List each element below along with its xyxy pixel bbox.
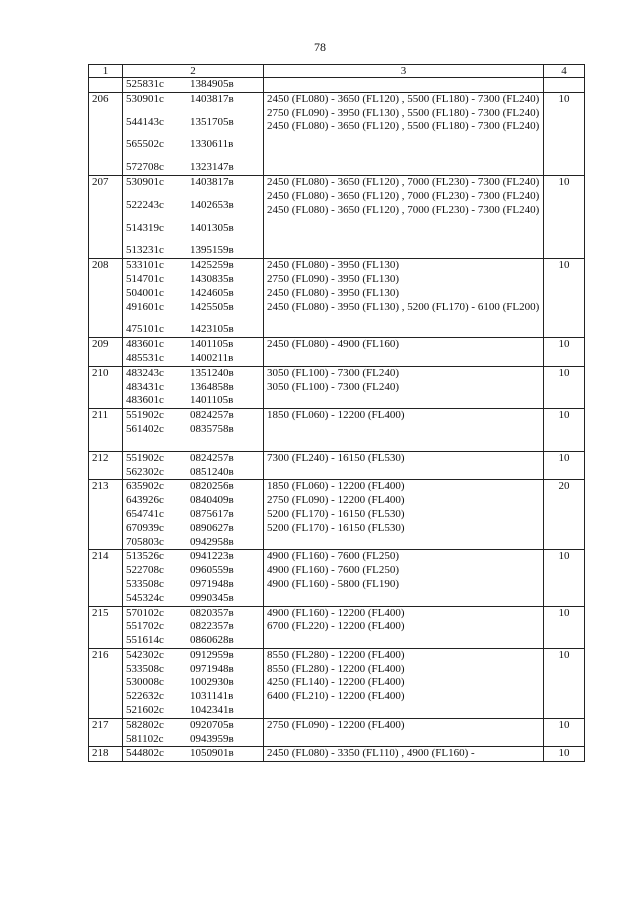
longitude: 0941223в	[190, 550, 234, 563]
point-coordinates	[123, 78, 264, 93]
latitude: 533508c	[126, 577, 164, 590]
latitude: 522243c	[126, 198, 164, 211]
latitude: 530901c	[126, 92, 164, 105]
latitude: 514319c	[126, 221, 164, 234]
altitude-range: 8550 (FL280) - 12200 (FL400)	[267, 648, 405, 661]
latitude: 551614c	[126, 634, 164, 647]
latitude: 483601c	[126, 394, 164, 407]
row-number: 210	[89, 366, 123, 408]
altitude-range: 4900 (FL160) - 12200 (FL400)	[267, 606, 405, 619]
altitude-range: 5200 (FL170) - 16150 (FL530)	[267, 507, 405, 520]
longitude: 0943959в	[190, 732, 234, 745]
longitude: 1430835в	[190, 272, 234, 285]
row-number: 214	[89, 550, 123, 606]
coordinate-pair	[126, 676, 260, 690]
point-coordinates	[123, 606, 264, 648]
altitude-range: 8550 (FL280) - 12200 (FL400)	[267, 662, 405, 675]
row-value: 10	[544, 175, 585, 258]
longitude: 1424605в	[190, 286, 234, 299]
point-coordinates	[123, 480, 264, 550]
coordinate-pair	[126, 536, 260, 550]
coordinate-pair	[126, 508, 260, 522]
altitude-ranges	[264, 550, 544, 606]
coordinate-pair	[126, 564, 260, 578]
coordinates-table	[88, 64, 585, 762]
altitude-range: 2450 (FL080) - 3950 (FL130)	[267, 259, 399, 272]
row-number: 217	[89, 718, 123, 747]
longitude: 0990345в	[190, 591, 234, 604]
coordinate-pair	[126, 222, 260, 236]
altitude-range: 2450 (FL080) - 3650 (FL120) , 5500 (FL180) - 7300 (FL240)	[267, 120, 540, 133]
latitude: 544802c	[126, 747, 164, 760]
latitude: 545324c	[126, 591, 164, 604]
row-number: 208	[89, 259, 123, 338]
row-value: 10	[544, 747, 585, 762]
latitude: 572708c	[126, 161, 164, 174]
latitude: 483601c	[126, 338, 164, 351]
longitude: 0851240в	[190, 465, 234, 478]
latitude: 581102c	[126, 732, 164, 745]
longitude: 0890627в	[190, 521, 234, 534]
latitude: 530008c	[126, 676, 164, 689]
longitude: 1401105в	[190, 394, 234, 407]
point-coordinates	[123, 451, 264, 480]
altitude-ranges	[264, 78, 544, 93]
longitude: 1400211в	[190, 351, 234, 364]
row-value: 10	[544, 718, 585, 747]
coordinate-pair	[126, 452, 260, 466]
point-coordinates	[123, 550, 264, 606]
table-row	[89, 338, 585, 367]
altitude-ranges	[264, 451, 544, 480]
row-value: 10	[544, 338, 585, 367]
longitude: 0824257в	[190, 451, 234, 464]
longitude: 0860628в	[190, 634, 234, 647]
coordinate-pair	[126, 78, 260, 92]
longitude: 0840409в	[190, 494, 234, 507]
row-value: 10	[544, 550, 585, 606]
coordinate-pair	[126, 161, 260, 175]
table-row	[89, 409, 585, 452]
longitude: 1401305в	[190, 221, 234, 234]
longitude: 1351240в	[190, 366, 234, 379]
longitude: 1050901в	[190, 747, 234, 760]
row-value: 10	[544, 366, 585, 408]
coordinate-pair	[126, 244, 260, 258]
row-value	[544, 78, 585, 93]
latitude: 551902c	[126, 409, 164, 422]
row-number: 211	[89, 409, 123, 452]
point-coordinates	[123, 175, 264, 258]
latitude: 635902c	[126, 480, 164, 493]
altitude-range: 3050 (FL100) - 7300 (FL240)	[267, 380, 399, 393]
latitude: 530901c	[126, 175, 164, 188]
altitude-range: 1850 (FL060) - 12200 (FL400)	[267, 480, 405, 493]
altitude-ranges	[264, 338, 544, 367]
longitude: 1351705в	[190, 115, 234, 128]
altitude-ranges	[264, 747, 544, 762]
latitude: 533101c	[126, 259, 164, 272]
page-number: 78	[314, 40, 326, 54]
coordinate-pair	[126, 704, 260, 718]
table-row	[89, 747, 585, 762]
coordinate-pair	[126, 733, 260, 747]
altitude-range: 2450 (FL080) - 3650 (FL120) , 7000 (FL230) - 7300 (FL240)	[267, 189, 540, 202]
longitude: 1002930в	[190, 676, 234, 689]
table-row	[89, 480, 585, 550]
altitude-ranges	[264, 259, 544, 338]
coordinate-pair	[126, 116, 260, 130]
longitude: 0942958в	[190, 535, 234, 548]
altitude-range: 2450 (FL080) - 3950 (FL130) , 5200 (FL170) - 6100 (FL200)	[267, 300, 540, 313]
longitude: 0912959в	[190, 648, 234, 661]
altitude-ranges	[264, 175, 544, 258]
coordinate-pair	[126, 199, 260, 213]
longitude: 1403817в	[190, 175, 234, 188]
table-row	[89, 550, 585, 606]
altitude-range: 2750 (FL090) - 12200 (FL400)	[267, 494, 405, 507]
coordinate-pair	[126, 607, 260, 621]
longitude: 1330611в	[190, 138, 234, 151]
coordinate-pair	[126, 138, 260, 152]
longitude: 1425259в	[190, 259, 234, 272]
altitude-ranges	[264, 480, 544, 550]
longitude: 0822357в	[190, 620, 234, 633]
table-header-row	[89, 65, 585, 78]
row-number: 215	[89, 606, 123, 648]
latitude: 522632c	[126, 690, 164, 703]
point-coordinates	[123, 648, 264, 718]
coordinate-pair	[126, 466, 260, 480]
altitude-range: 5200 (FL170) - 16150 (FL530)	[267, 521, 405, 534]
longitude: 1042341в	[190, 704, 234, 717]
longitude: 1384905в	[190, 78, 234, 90]
coordinate-pair	[126, 620, 260, 634]
coordinate-pair	[126, 747, 260, 761]
row-number: 213	[89, 480, 123, 550]
altitude-range: 4900 (FL160) - 7600 (FL250)	[267, 564, 399, 577]
latitude: 514701c	[126, 272, 164, 285]
row-number: 216	[89, 648, 123, 718]
altitude-ranges	[264, 648, 544, 718]
table-row	[89, 175, 585, 258]
point-coordinates	[123, 718, 264, 747]
coordinate-pair	[126, 352, 260, 366]
point-coordinates	[123, 338, 264, 367]
table-row	[89, 648, 585, 718]
altitude-range: 6400 (FL210) - 12200 (FL400)	[267, 690, 405, 703]
column-header: 2	[123, 65, 264, 78]
coordinate-pair	[126, 550, 260, 564]
coordinate-pair	[126, 323, 260, 337]
coordinate-pair	[126, 522, 260, 536]
coordinate-pair	[126, 494, 260, 508]
altitude-range: 2750 (FL090) - 3950 (FL130) , 5500 (FL180) - 7300 (FL240)	[267, 106, 540, 119]
coordinate-pair	[126, 176, 260, 190]
row-value: 10	[544, 451, 585, 480]
point-coordinates	[123, 259, 264, 338]
longitude: 1402653в	[190, 198, 234, 211]
table-row	[89, 606, 585, 648]
column-header: 4	[544, 65, 585, 78]
table-row	[89, 718, 585, 747]
coordinate-pair	[126, 367, 260, 381]
longitude: 1423105в	[190, 323, 234, 336]
latitude: 533508c	[126, 662, 164, 675]
coordinate-pair	[126, 301, 260, 315]
altitude-range: 2450 (FL080) - 3950 (FL130)	[267, 286, 399, 299]
altitude-range: 1850 (FL060) - 12200 (FL400)	[267, 409, 405, 422]
coordinate-pair	[126, 409, 260, 423]
row-value: 10	[544, 648, 585, 718]
latitude: 483243c	[126, 366, 164, 379]
row-value: 10	[544, 259, 585, 338]
altitude-range: 4900 (FL160) - 5800 (FL190)	[267, 577, 399, 590]
row-number: 218	[89, 747, 123, 762]
latitude: 561402c	[126, 422, 164, 435]
coordinate-pair	[126, 592, 260, 606]
latitude: 670939c	[126, 521, 164, 534]
latitude: 705803c	[126, 535, 164, 548]
table-row	[89, 92, 585, 175]
coordinate-pair	[126, 634, 260, 648]
row-number: 206	[89, 92, 123, 175]
row-number: 209	[89, 338, 123, 367]
coordinate-pair	[126, 259, 260, 273]
altitude-range: 4900 (FL160) - 7600 (FL250)	[267, 550, 399, 563]
altitude-range: 7300 (FL240) - 16150 (FL530)	[267, 451, 405, 464]
coordinate-pair	[126, 480, 260, 494]
coordinate-pair	[126, 287, 260, 301]
altitude-ranges	[264, 718, 544, 747]
row-number: 212	[89, 451, 123, 480]
row-value: 20	[544, 480, 585, 550]
longitude: 0971948в	[190, 577, 234, 590]
row-number: 207	[89, 175, 123, 258]
coordinate-pair	[126, 381, 260, 395]
latitude: 483431c	[126, 380, 164, 393]
coordinate-pair	[126, 649, 260, 663]
latitude: 485531c	[126, 351, 164, 364]
longitude: 1323147в	[190, 161, 234, 174]
latitude: 654741c	[126, 507, 164, 520]
latitude: 565502c	[126, 138, 164, 151]
coordinate-pair	[126, 93, 260, 107]
latitude: 551702c	[126, 620, 164, 633]
altitude-ranges	[264, 409, 544, 452]
latitude: 475101c	[126, 323, 164, 336]
table-row	[89, 78, 585, 93]
latitude: 525831c	[126, 78, 164, 90]
latitude: 522708c	[126, 564, 164, 577]
altitude-range: 6700 (FL220) - 12200 (FL400)	[267, 620, 405, 633]
longitude: 0920705в	[190, 718, 234, 731]
latitude: 521602c	[126, 704, 164, 717]
longitude: 0835758в	[190, 422, 234, 435]
point-coordinates	[123, 409, 264, 452]
altitude-range: 2450 (FL080) - 3650 (FL120) , 7000 (FL230) - 7300 (FL240)	[267, 175, 540, 188]
latitude: 504001c	[126, 286, 164, 299]
latitude: 491601c	[126, 300, 164, 313]
latitude: 643926c	[126, 494, 164, 507]
latitude: 513526c	[126, 550, 164, 563]
coordinate-pair	[126, 690, 260, 704]
latitude: 513231c	[126, 244, 164, 257]
point-coordinates	[123, 92, 264, 175]
altitude-range: 3050 (FL100) - 7300 (FL240)	[267, 366, 399, 379]
altitude-range: 2750 (FL090) - 12200 (FL400)	[267, 718, 405, 731]
row-value: 10	[544, 92, 585, 175]
row-value: 10	[544, 606, 585, 648]
coordinate-pair	[126, 578, 260, 592]
latitude: 544143c	[126, 115, 164, 128]
coordinate-pair	[126, 423, 260, 437]
altitude-range: 2450 (FL080) - 3650 (FL120) , 5500 (FL180) - 7300 (FL240)	[267, 92, 540, 105]
table-row	[89, 259, 585, 338]
altitude-range: 4250 (FL140) - 12200 (FL400)	[267, 676, 405, 689]
longitude: 1425505в	[190, 300, 234, 313]
latitude: 582802c	[126, 718, 164, 731]
longitude: 0820256в	[190, 480, 234, 493]
coordinate-pair	[126, 338, 260, 352]
altitude-range: 2750 (FL090) - 3950 (FL130)	[267, 272, 399, 285]
altitude-range: 2450 (FL080) - 4900 (FL160)	[267, 338, 399, 351]
coordinate-pair	[126, 394, 260, 408]
longitude: 1395159в	[190, 244, 234, 257]
point-coordinates	[123, 366, 264, 408]
longitude: 0820357в	[190, 606, 234, 619]
latitude: 562302c	[126, 465, 164, 478]
coordinate-pair	[126, 719, 260, 733]
longitude: 1403817в	[190, 92, 234, 105]
column-header: 3	[264, 65, 544, 78]
altitude-range: 2450 (FL080) - 3350 (FL110) , 4900 (FL160) -	[267, 747, 475, 760]
altitude-ranges	[264, 366, 544, 408]
row-number	[89, 78, 123, 93]
altitude-ranges	[264, 606, 544, 648]
longitude: 0960559в	[190, 564, 234, 577]
longitude: 1401105в	[190, 338, 234, 351]
altitude-ranges	[264, 92, 544, 175]
longitude: 1031141в	[190, 690, 234, 703]
longitude: 0971948в	[190, 662, 234, 675]
table-body	[89, 78, 585, 762]
altitude-range: 2450 (FL080) - 3650 (FL120) , 7000 (FL230) - 7300 (FL240)	[267, 203, 540, 216]
longitude: 1364858в	[190, 380, 234, 393]
point-coordinates	[123, 747, 264, 762]
table-row	[89, 451, 585, 480]
latitude: 551902c	[126, 451, 164, 464]
coordinate-pair	[126, 273, 260, 287]
latitude: 542302c	[126, 648, 164, 661]
row-value: 10	[544, 409, 585, 452]
longitude: 0824257в	[190, 409, 234, 422]
coordinate-pair	[126, 663, 260, 677]
column-header: 1	[89, 65, 123, 78]
table-row	[89, 366, 585, 408]
latitude: 570102c	[126, 606, 164, 619]
longitude: 0875617в	[190, 507, 234, 520]
